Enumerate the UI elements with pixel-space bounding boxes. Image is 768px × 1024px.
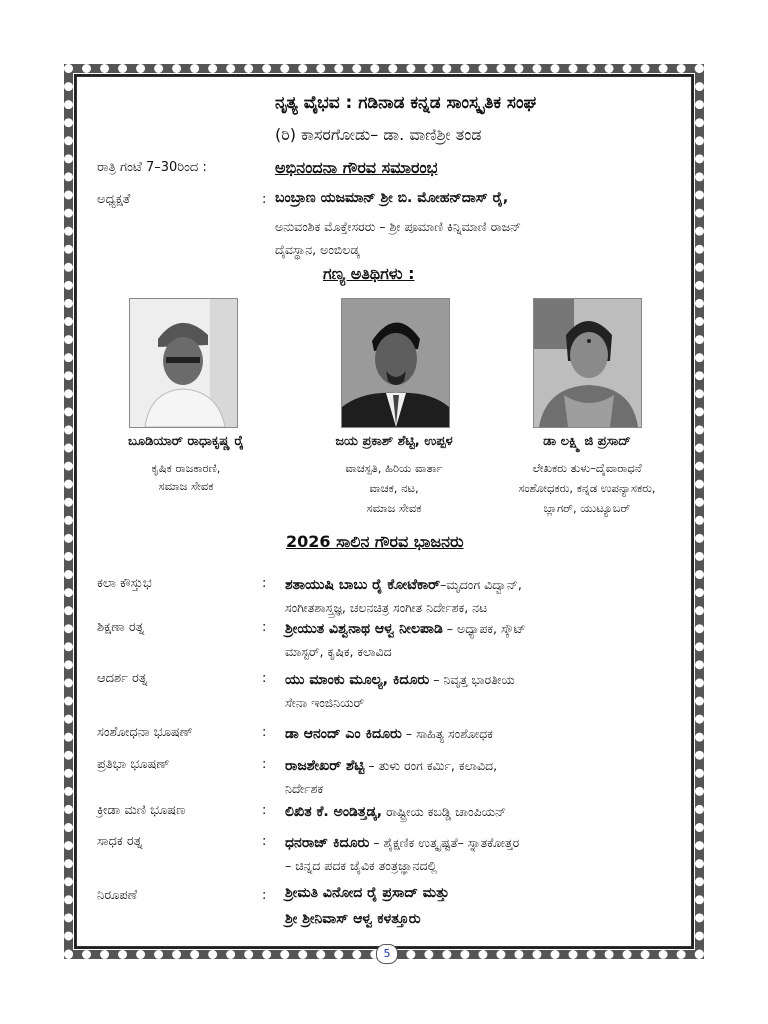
award-recipient-desc: – ನಿವೃತ್ತ ಭಾರತೀಯ — [429, 672, 515, 687]
award-colon: : — [262, 671, 267, 686]
compere-colon: : — [262, 888, 267, 903]
award-recipient-name: ರಾಜಶೇಖರ್ ಶೆಟ್ಟಿ — [285, 758, 365, 774]
award-label: ಶಿಕ್ಷಣಾ ರತ್ನ — [97, 620, 145, 635]
award-recipient — [285, 618, 526, 637]
award-recipient-name: ಶ್ರೀಯುತ ವಿಶ್ವನಾಥ ಆಳ್ವ ನೀಲಪಾಡಿ — [285, 621, 443, 637]
guest-desc-3a: ಲೇಖಕರು ತುಳು–ದೈವಾರಾಧನೆ — [532, 461, 642, 475]
guest-photo-1 — [129, 298, 238, 428]
guest-photo-2 — [341, 298, 450, 428]
compere-line1: ಶ್ರೀಮತಿ ವಿನೋದ ರೈ ಪ್ರಸಾದ್ ಮತ್ತು — [285, 885, 450, 901]
awards-heading: 2026 ಸಾಲಿನ ಗೌರವ ಭಾಜನರು — [286, 532, 464, 551]
award-recipient-desc-line2: – ಚಿನ್ನದ ಪದಕ ಜೈವಿಕ ತಂತ್ರಜ್ಞಾನದಲ್ಲಿ — [285, 858, 437, 873]
guest-portrait-2 — [342, 299, 449, 427]
award-colon: : — [262, 620, 267, 635]
award-recipient-desc-line2: ಸಂಗೀತಶಾಸ್ತ್ರಜ್ಞ, ಚಲನಚಿತ್ರ ಸಂಗೀತ ನಿರ್ದೇಶಕ, ನಟ — [285, 600, 488, 615]
guest-name-2: ಜಯ ಪ್ರಕಾಶ್ ಶೆಟ್ಟಿ, ಉಪ್ಪಳ — [335, 434, 453, 449]
award-recipient — [285, 574, 522, 593]
compere-label: ನಿರೂಪಣೆ — [97, 888, 138, 903]
award-recipient — [285, 723, 493, 742]
award-recipient-name: ಲಿಖಿತ ಕೆ. ಅಂಡಿತ್ತಡ್ಕ, — [285, 804, 383, 820]
guest-desc-2c: ಸಮಾಜ ಸೇವಕ — [366, 501, 422, 515]
award-recipient-desc: – ಶೈಕ್ಷಣಿಕ ಉತ್ಕೃಷ್ಟತೆ– ಸ್ನಾತಕೋತ್ತರ — [369, 835, 520, 850]
award-label: ಕ್ರೀಡಾ ಮಣಿ ಭೂಷಣ — [97, 803, 186, 818]
award-recipient-desc: – ಅಧ್ಯಾಪಕ, ಸ್ಕೌಟ್ — [442, 621, 526, 636]
guest-desc-3b: ಸಂಶೋಧಕರು, ಕನ್ನಡ ಉಪನ್ಯಾಸಕರು, — [518, 481, 656, 495]
award-label: ಆದರ್ಶ ರತ್ನ — [97, 671, 148, 686]
guest-portrait-1 — [130, 299, 237, 427]
award-colon: : — [262, 725, 267, 740]
president-label: ಅಧ್ಯಕ್ಷತೆ — [97, 192, 131, 207]
president-desc-line2: ದೈವಸ್ಥಾನ, ಅಂಬಿಲಡ್ಕ — [275, 242, 360, 257]
page-number: 5 — [376, 944, 398, 964]
header-subtitle: (ರಿ) ಕಾಸರಗೋಡು– ಡಾ. ವಾಣಿಶ್ರೀ ತಂಡ — [275, 125, 482, 144]
guest-desc-2b: ವಾಚಕ, ನಟ, — [369, 481, 419, 495]
award-recipient-name: ಯು ಮಾಂಕು ಮೂಲ್ಯ, ಕಿದೂರು — [285, 672, 430, 688]
guest-desc-1b: ಸಮಾಜ ಸೇವಕ — [158, 479, 214, 493]
guests-heading: ಗಣ್ಯ ಅತಿಥಿಗಳು : — [323, 264, 415, 283]
award-recipient-desc: –ಮೃದಂಗ ವಿದ್ವಾನ್, — [440, 577, 522, 592]
award-recipient-name: ಶತಾಯುಷಿ ಬಾಬು ರೈ ಕೋಟೆಕಾರ್ — [285, 577, 441, 593]
award-recipient-desc-line2: ಸೇನಾ ಇಂಜಿನಿಯರ್ — [285, 695, 365, 710]
guest-name-3: ಡಾ ಲಕ್ಷ್ಮಿ ಜಿ ಪ್ರಸಾದ್ — [543, 434, 631, 449]
award-label: ಕಲಾ ಕೌಸ್ತುಭ — [97, 576, 152, 591]
guest-desc-3c: ಬ್ಲಾಗರ್, ಯುಟ್ಯೂಬರ್ — [543, 501, 631, 515]
award-label: ಪ್ರತಿಭಾ ಭೂಷಣ್ — [97, 757, 170, 772]
president-name: ಬಂಬ್ರಾಣ ಯಜಮಾನ್ ಶ್ರೀ ಬಿ. ಮೋಹನ್‌ದಾಸ್ ರೈ, — [275, 190, 509, 206]
award-colon: : — [262, 834, 267, 849]
guest-photo-3 — [533, 298, 642, 428]
award-recipient — [285, 755, 497, 774]
award-colon: : — [262, 757, 267, 772]
award-label: ಸಂಶೋಧನಾ ಭೂಷಣ್ — [97, 725, 193, 740]
president-desc-line1: ಅನುವಂಶಿಕ ಮೊಕ್ತೇಸರರು – ಶ್ರೀ ಪೂಮಾಣಿ ಕಿನ್ನಿಮಾಣಿ ರಾಜನ್ — [275, 219, 522, 234]
award-recipient-desc: – ತುಳು ರಂಗ ಕರ್ಮಿ, ಕಲಾವಿದ, — [364, 758, 498, 773]
award-recipient-desc: ರಾಷ್ಟ್ರೀಯ ಕಬಡ್ಡಿ ಚಾಂಪಿಯನ್ — [382, 804, 507, 819]
header-title: ನೃತ್ಯ ವೈಭವ : ಗಡಿನಾಡ ಕನ್ನಡ ಸಾಂಸ್ಕೃತಿಕ ಸಂಘ — [275, 93, 537, 113]
award-recipient-name: ಧನರಾಜ್ ಕಿದೂರು — [285, 835, 370, 851]
award-recipient-desc-line2: ನಿರ್ದೇಶಕ — [285, 781, 324, 796]
award-recipient-desc-line2: ಮಾಸ್ಟರ್, ಕೃಷಿಕ, ಕಲಾವಿದ — [285, 644, 392, 659]
ceremony-title: ಅಭಿನಂದನಾ ಗೌರವ ಸಮಾರಂಭ — [275, 158, 438, 177]
ceremony-time: ರಾತ್ರಿ ಗಂಟೆ 7–30ರಿಂದ : — [97, 160, 207, 175]
guest-portrait-3 — [534, 299, 641, 427]
award-recipient — [285, 801, 506, 820]
president-colon: : — [262, 192, 267, 207]
award-recipient — [285, 832, 519, 851]
compere-line2: ಶ್ರೀ ಶ್ರೀನಿವಾಸ್ ಆಳ್ವ ಕಳತ್ತೂರು — [285, 911, 421, 927]
award-recipient-name: ಡಾ ಆನಂದ್ ಎಂ ಕಿದೂರು — [285, 726, 402, 742]
guest-desc-2a: ವಾಚಸ್ಪತಿ, ಹಿರಿಯ ವಾರ್ತಾ — [345, 461, 443, 475]
award-colon: : — [262, 576, 267, 591]
award-colon: : — [262, 803, 267, 818]
guest-desc-1a: ಕೃಷಿಕ ರಾಜಕಾರಣಿ, — [151, 461, 221, 475]
award-label: ಸಾಧಕ ರತ್ನ — [97, 834, 143, 849]
award-recipient-desc: – ಸಾಹಿತ್ಯ ಸಂಶೋಧಕ — [401, 726, 493, 741]
award-recipient — [285, 669, 515, 688]
guest-name-1: ಬೂಡಿಯಾರ್ ರಾಧಾಕೃಷ್ಣ ರೈ — [127, 434, 245, 449]
